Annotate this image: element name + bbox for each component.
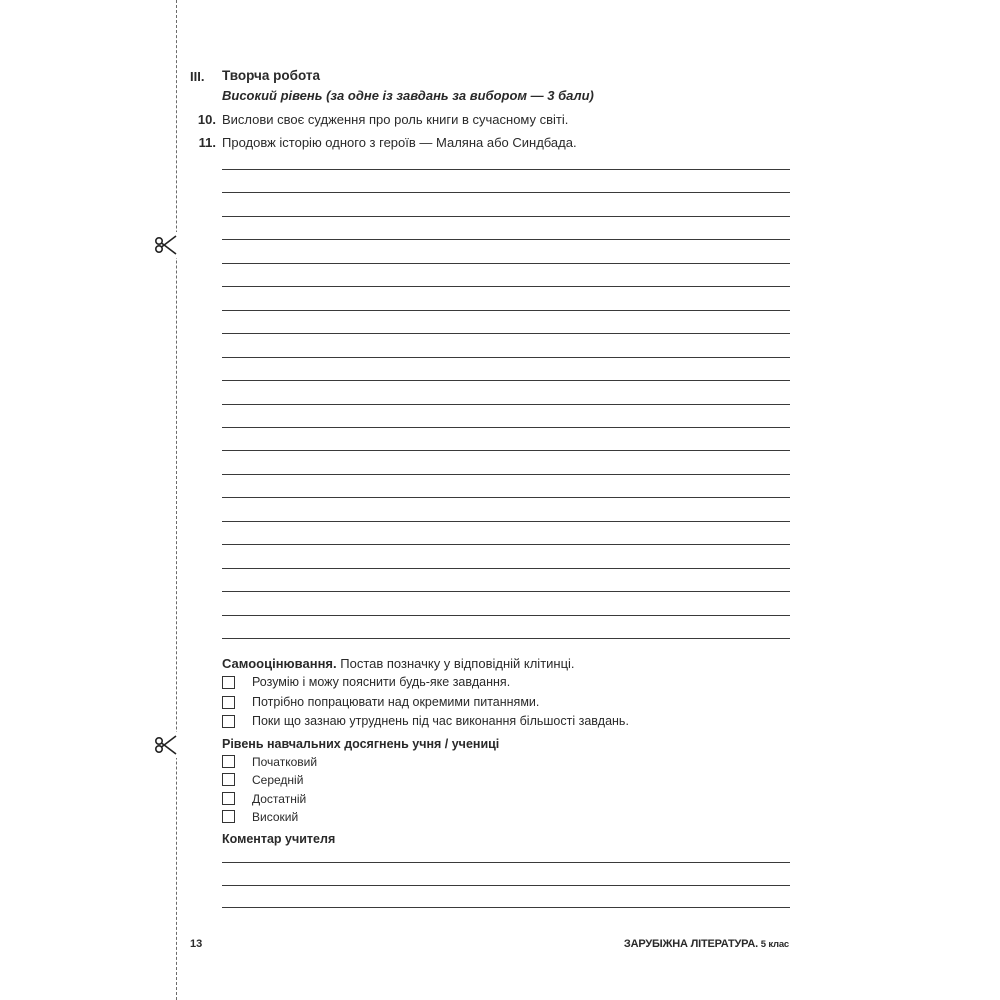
writing-line[interactable] xyxy=(222,862,790,863)
teacher-comment-heading: Коментар учителя xyxy=(222,832,336,846)
writing-line[interactable] xyxy=(222,615,790,616)
footer-book-title xyxy=(624,938,789,950)
writing-line[interactable] xyxy=(222,216,790,217)
level-option: Достатній xyxy=(252,792,307,806)
writing-line[interactable] xyxy=(222,591,790,592)
self-assessment-title: Самооцінювання. xyxy=(222,656,337,671)
level-option: Початковий xyxy=(252,755,318,769)
section-subtitle: Високий рівень (за одне із завдань за вибором — 3 бали) xyxy=(222,88,594,103)
writing-line[interactable] xyxy=(222,286,790,287)
cut-line xyxy=(176,0,177,1000)
self-assessment-checkbox[interactable] xyxy=(222,715,235,728)
book-grade: 5 клас xyxy=(760,939,789,950)
self-assessment-instruction: Постав позначку у відповідній клітинці. xyxy=(340,656,575,671)
writing-line[interactable] xyxy=(222,333,790,334)
level-option: Середній xyxy=(252,773,304,787)
writing-line[interactable] xyxy=(222,380,790,381)
task-text: Продовж історію одного з героїв — Маляна або Синдбада. xyxy=(222,135,577,150)
task-text: Вислови своє судження про роль книги в сучасному світі. xyxy=(222,112,569,127)
writing-line[interactable] xyxy=(222,885,790,886)
scissors-icon xyxy=(152,732,178,758)
writing-line[interactable] xyxy=(222,192,790,193)
self-assessment-option: Поки що зазнаю утруднень під час виконання більшості завдань. xyxy=(252,714,629,728)
self-assessment-option: Потрібно попрацювати над окремими питаннями. xyxy=(252,695,540,709)
book-title: ЗАРУБІЖНА ЛІТЕРАТУРА. xyxy=(623,938,758,950)
level-checkbox[interactable] xyxy=(222,792,235,805)
section-title: Творча робота xyxy=(222,68,320,83)
self-assessment-checkbox[interactable] xyxy=(222,696,235,709)
section-number: III. xyxy=(190,69,205,84)
writing-line[interactable] xyxy=(222,239,790,240)
level-checkbox[interactable] xyxy=(222,773,235,786)
self-assessment-checkbox[interactable] xyxy=(222,676,235,689)
writing-line[interactable] xyxy=(222,404,790,405)
self-assessment-option: Розумію і можу пояснити будь-яке завдання. xyxy=(252,675,511,689)
scissors-icon xyxy=(152,232,178,258)
writing-line[interactable] xyxy=(222,263,790,264)
writing-line[interactable] xyxy=(222,310,790,311)
level-option: Високий xyxy=(252,810,299,824)
writing-line[interactable] xyxy=(222,450,790,451)
writing-line[interactable] xyxy=(222,427,790,428)
writing-line[interactable] xyxy=(222,638,790,639)
writing-line[interactable] xyxy=(222,169,790,170)
level-checkbox[interactable] xyxy=(222,755,235,768)
level-checkbox[interactable] xyxy=(222,810,235,823)
writing-line[interactable] xyxy=(222,544,790,545)
self-assessment-heading xyxy=(222,656,575,671)
writing-line[interactable] xyxy=(222,497,790,498)
level-heading: Рівень навчальних досягнень учня / учениці xyxy=(222,737,500,751)
task-number: 11. xyxy=(198,135,216,150)
task-number: 10. xyxy=(197,112,216,127)
writing-line[interactable] xyxy=(222,357,790,358)
writing-line[interactable] xyxy=(222,907,790,908)
writing-line[interactable] xyxy=(222,474,790,475)
page-number: 13 xyxy=(190,938,203,950)
writing-line[interactable] xyxy=(222,521,790,522)
writing-line[interactable] xyxy=(222,568,790,569)
